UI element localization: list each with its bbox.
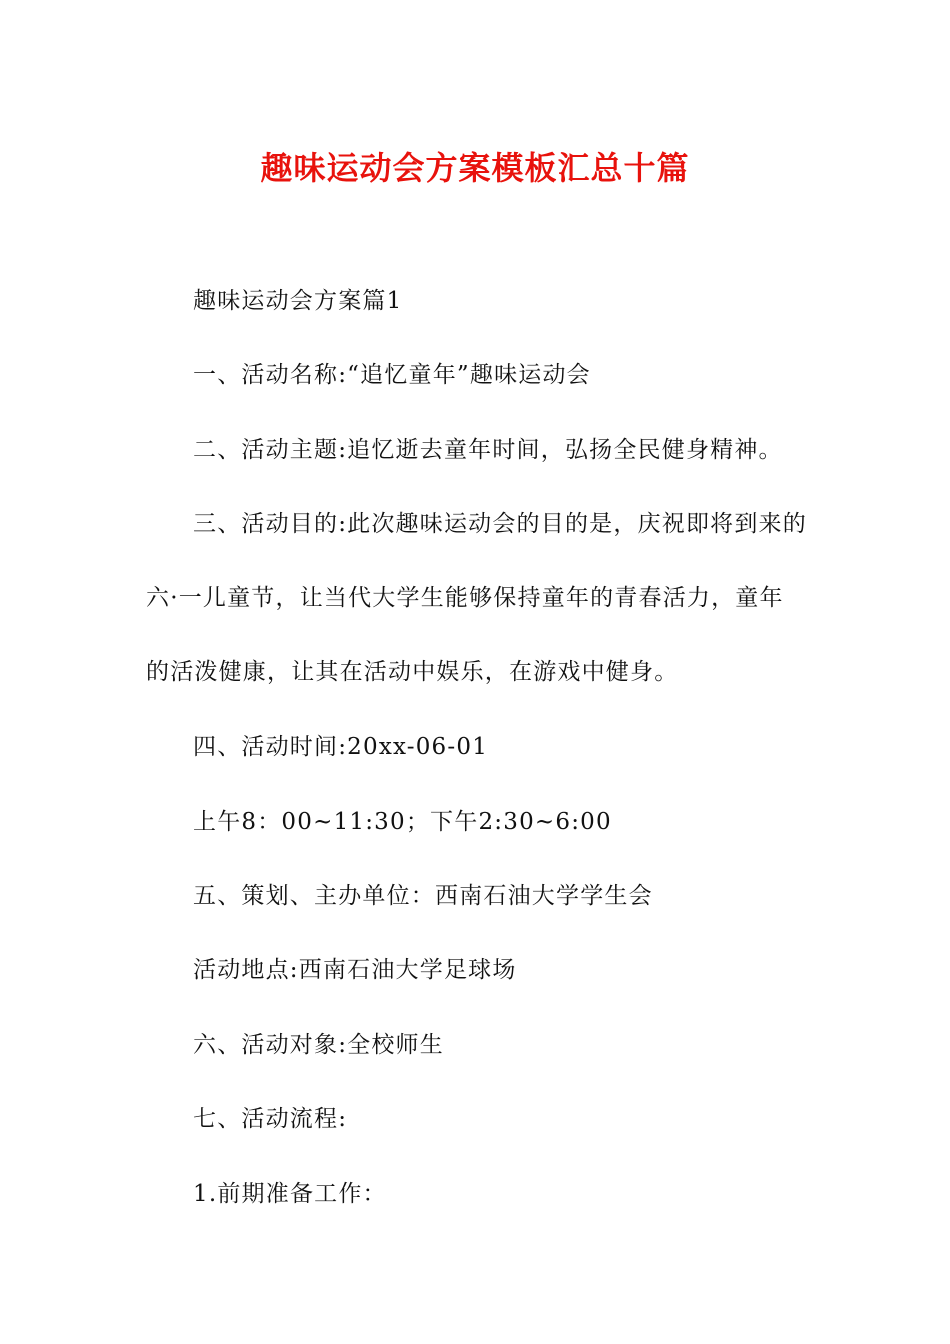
paragraph-line: 活动地点:西南石油大学足球场	[193, 957, 517, 983]
paragraph-line: 六、活动对象:全校师生	[193, 1032, 444, 1058]
section-heading: 趣味运动会方案篇1	[193, 288, 403, 314]
paragraph-line: 二、活动主题:追忆逝去童年时间，弘扬全民健身精神。	[193, 437, 783, 463]
paragraph-line: 六·一儿童节，让当代大学生能够保持童年的青春活力，童年	[146, 585, 784, 611]
paragraph-line: 上午8：00~11:30；下午2:30~6:00	[193, 809, 612, 835]
paragraph-line: 1.前期准备工作：	[193, 1181, 387, 1207]
paragraph-line: 四、活动时间:20xx-06-01	[193, 734, 489, 760]
paragraph-line: 五、策划、主办单位：西南石油大学学生会	[193, 883, 653, 909]
paragraph-line: 一、活动名称:“追忆童年”趣味运动会	[193, 362, 591, 388]
paragraph-line: 的活泼健康，让其在活动中娱乐，在游戏中健身。	[146, 659, 679, 685]
document-title: 趣味运动会方案模板汇总十篇	[260, 149, 690, 187]
paragraph-line: 七、活动流程:	[193, 1106, 348, 1132]
paragraph-line: 三、活动目的:此次趣味运动会的目的是，庆祝即将到来的	[193, 511, 807, 537]
